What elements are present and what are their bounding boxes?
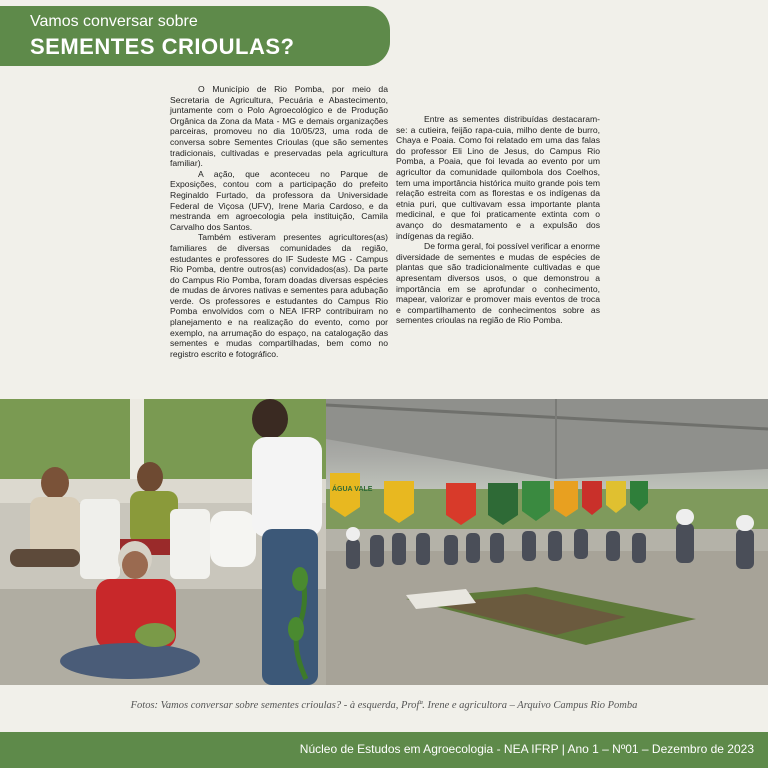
paragraph: Entre as sementes distribuídas destacaram-se: a cutieira, feijão rapa-cuia, milho dente de burro, Chaya e Poaia. Como foi relatado em uma das falas do professor Eli Lino de Jesus, do Campus Rio Pomba, a Poaia, que foi levada ao evento por um agricultor da comunidade quilombola dos Coelhos, tem uma importância histórica muito grande pois tem relação estreita com as florestas e os indígenas da etnia puri, que cultivavam essa importante planta medicinal, e que foi praticamente extinta com o avanço do desmatamento e a expulsão dos indígenas da região.: [396, 114, 600, 241]
page-title: SEMENTES CRIOULAS?: [30, 34, 295, 59]
paragraph: O Município de Rio Pomba, por meio da Secretaria de Agricultura, Pecuária e Abastecimento, juntamente com o Polo Agroecológico e de Produção Orgânica da Zona da Mata - MG e demais organizações parceiras, promoveu no dia 10/05/23, uma roda de conversa sobre Sementes Crioulas (que são sementes tradicionais, cultivadas e preservadas pela agricultura familiar).: [170, 84, 388, 169]
footer-bar: [0, 732, 768, 768]
paragraph: A ação, que aconteceu no Parque de Exposições, contou com a participação do prefeito Reginaldo Furtado, da professora da Universidade Federal de Viçosa (UFV), Irene Maria Cardoso, e da mestranda em agroecologia pela instituição, Camila Carvalho dos Santos.: [170, 168, 388, 232]
photo-caption: Fotos: Vamos conversar sobre sementes crioulas? - à esquerda, Profª. Irene e agricultora – Arquivo Campus Rio Pomba: [130, 700, 638, 711]
photo-left: [0, 399, 326, 685]
photo-strip: [0, 399, 768, 685]
title-kicker: Vamos conversar sobre: [30, 13, 198, 30]
paragraph: Também estiveram presentes agricultores(as) familiares de diversas comunidades da região, estudantes e professores do IF Sudeste MG - Campus Rio Pomba, dentre outros(as) convidados(as). Da parte do Campus Rio Pomba, foram doadas diversas espécies de mudas de árvores nativas e sementes para adubação verde. Os professores e estudantes do Campus Rio Pomba envolvidos com o NEA IFRP contribuiram no planejamento e na realização do evento, como por exemplo, na arrumação do espaço, na catalogação das sementes e mudas compartilhadas, bem como no registro escrito e fotográfico.: [170, 232, 388, 359]
photo-right-illustration: [326, 399, 768, 685]
banner-text: ÁGUA VALE: [332, 486, 373, 493]
footer-text: Núcleo de Estudos em Agroecologia - NEA IFRP | Ano 1 – Nº01 – Dezembro de 2023: [299, 742, 754, 756]
photo-right: [326, 399, 768, 685]
title-banner: [0, 6, 390, 66]
article-column-right: [396, 114, 600, 326]
photo-left-illustration: [0, 399, 326, 685]
paragraph: De forma geral, foi possível verificar a enorme diversidade de sementes e mudas de espécies de plantas que são tradicionalmente cultivadas e que apresentam diversos usos, o que demonstrou a importância em se aprofundar o conhecimento, mapear, valorizar e promover mais eventos de troca e compartilhamento de conhecimentos sobre as sementes crioulas na região de Rio Pomba.: [396, 241, 600, 326]
article-column-left: [170, 84, 388, 359]
